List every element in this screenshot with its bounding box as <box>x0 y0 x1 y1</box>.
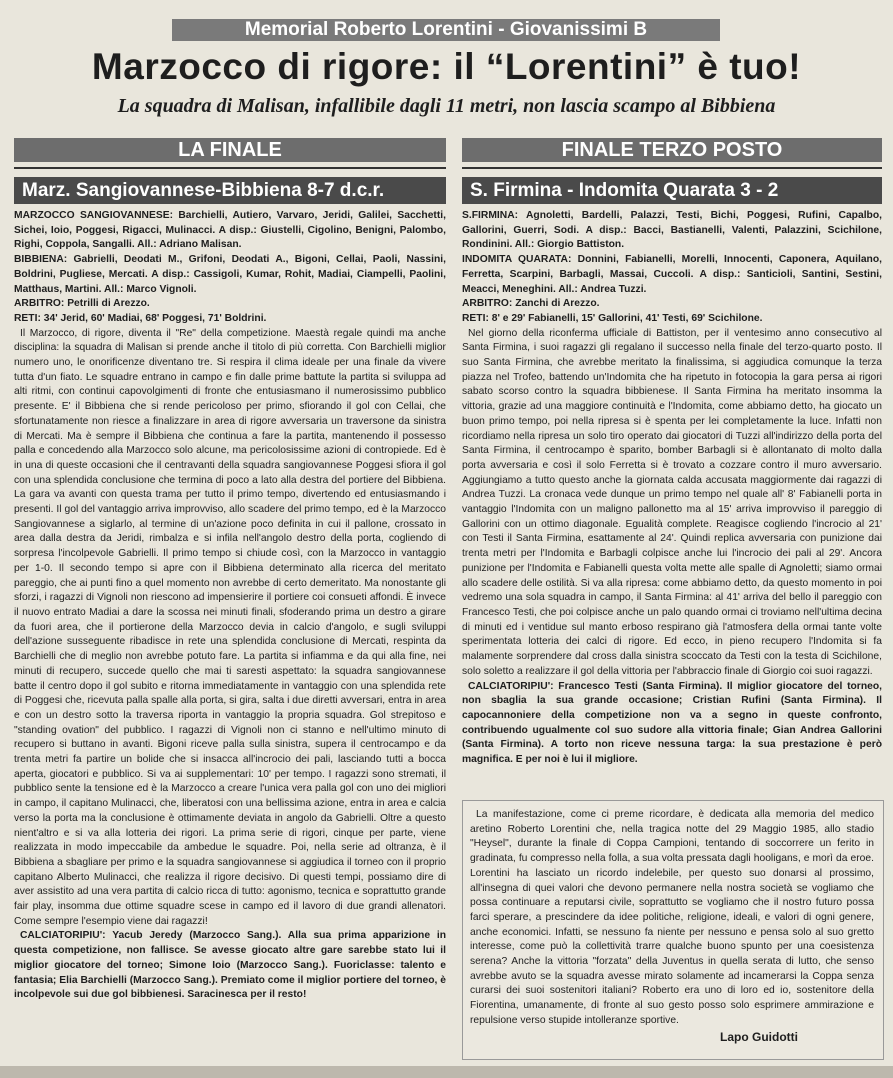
article-body: Il Marzocco, di rigore, diventa il "Re" della competizione. Maestà regale quindi ma anche disciplina: la squadra di Malisan si prende anche il titolo di più corretta. Con Barchielli miglior numero uno, le onorificenze diventano tre. Si respira il clima ideale per una finale da vivere tutta d'un fiato. Le squadre entrano in campo e fin dalle prime battute la partita si sviluppa ad alti ritmi, con continui capovolgimenti di fronte che entusiasmano il numerosissimo pubblico presente. E' il Bibbiena che si rende pericoloso per primo, sfiorando il gol con Cellai, che sfortunatamente non riesce a finalizzare in area di rigore avversaria un traversone da sinistra di Mercati. Ma è sempre il Bibbiena che continua a fare la partita, mantenendo il possesso palla e concedendo alla Marzocco solo alcune, ma pericolosissime azioni di contropiede. Ed è in una di queste occasioni che il centravanti della squadra sangiovannese Poggesi sfiora il gol con una splendida conclusione che termina di poco a lato alla destra del portiere del Bibbiena. La gara va avanti con questa trama per tutto il primo tempo, divertendo ed entusiasmando i presenti. Il gol del vantaggio arriva improvviso, allo scadere del primo tempo, ed è la Marzocco Sangiovannese a siglarlo, al termine di un'azione poco definita in cui il pallone, crossato in area dalla destra da Jeridi, rimbalza e si infila nell'angolo destro della porta, cogliendo di sorpresa l'incolpevole Gabrielli. Il primo tempo si chiude così, con la Marzocco in vantaggio per 1-0. Il secondo tempo si apre con il Bibbiena determinato alla ricerca del meritato pareggio, che ai punti fino a quel momento non avrebbe di certo demeritato. Ma nonostante gli sforzi, i ragazzi di Vignoli non riescono ad impensierire il portiere coi consueti affondi. È invece il nuovo entrato Madiai a dare la scossa nei minuti finali, sfoderando prima un destro a girare da fuori area, che il portierone della Marzocco devia in calcio d'angolo, e sugli sviluppi dell'azione susseguente ribadisce in rete una splendida conclusione di Mercati, respinta da Barchielli che di meglio non avrebbe potuto fare. La partita si infiamma e da qui alla fine, nei minuti di recupero, succede quello che mai ti saresti aspettato: la squadra sangiovannese batte il centro dopo il gol subito e ritorna immediatamente in vantaggio con una splendida rete di Poggesi che, ricevuta palla spalle alla porta, si gira, salta i due diretti avversari, entra in area e con un destro sotto la traversa riporta in vantaggio la propria squadra. Gol strepitoso e "standing ovation" del pubblico. I ragazzi di Vignoli non ci stanno e nell'ultimo minuto di recupero si buttano in avanti. Bigoni riceve palla sulla sinistra, supera il centrocampo e da trenta metri fa partire un bolide che si insacca all'incrocio dei pali, lasciando tutti a bocca aperta, giocatori e pubblico. Si va ai supplementari: 10' per tempo. I ragazzi sono stremati, il pubblico sente la tensione ed è la Marzocco a creare l'unica vera palla gol con uno dei migliori in campo, il capitano Mulinacci, che, liberatosi con una bellissima azione, entra in area e calcia verso la porta ma la conclusione è ottimamente deviata in angolo da Gabrielli. Oltre a questo nient'altro e si va alla lotteria dei rigori. La prima serie di rigori, cinque per parte, viene realizzata in modo impeccabile da ambedue le squadre. Poi, nella serie ad oltranza, è il Bibbiena a sbagliare per primo e la squadra sangiovannese si aggiudica il torneo con il proprio capitano Alberto Mulinacci, che realizza il rigore decisivo. Di questi tempi, possiamo dire di aver assistito ad una vera partita di calcio ricca di tutto: agonismo, tecnica e soprattutto grande fair play, insomma due ottime squadre scese in campo ed il lavoro di due grandi allenatori. Come sempre l'esempio viene dai ragazzi! <box>14 327 446 927</box>
subhead: La squadra di Malisan, infallibile dagli 11 metri, non lascia scampo al Bibbiena <box>117 95 776 117</box>
memorial-text-wrap <box>470 808 874 1026</box>
goals: RETI: 34' Jerid, 60' Madiai, 68' Poggesi, 71' Boldrini. <box>14 312 267 324</box>
referee: ARBITRO: Zanchi di Arezzo. <box>462 298 600 310</box>
article-final <box>14 209 446 1059</box>
best-players: CALCIATORIPIU': Yacub Jeredy (Marzocco Sang.). Alla sua prima apparizione in questa competizione, non fallisce. Se avesse giocato altre gare sarebbe stato lui il miglior giocatore del torneo; Simone Ioio (Marzocco Sang.). Fuoriclasse: talento e fantasia; Elia Barchielli (Marzocco Sang.). Premiato come il miglior portiere del torneo, è incolpevole sui due gol bibbienesi. Saracinesca per il resto! <box>14 930 446 1001</box>
divider <box>462 167 882 169</box>
headline: Marzocco di rigore: il “Lorentini” è tuo! <box>91 46 802 87</box>
referee: ARBITRO: Petrilli di Arezzo. <box>14 298 150 310</box>
article-third-place <box>462 209 882 789</box>
memorial-text: La manifestazione, come ci preme ricordare, è dedicata alla memoria del medico aretino Roberto Lorentini che, nella tragica notte del 29 Maggio 1985, allo stadio "Heysel", durante la finale di Coppa Campioni, tentando di soccorrere un ferito in gradinata, fu compresso nella folla, a sua volta pressata dagli hooligans, e morì da eroe. Lorentini ha lasciato un ricordo indelebile, per questo suo donarsi al prossimo, all'insegna di quei valori che devono permanere nella nostra società se vogliamo che possa continuare a reputarsi civile, soprattutto se vogliamo che il nostro futuro possa farci sperare, a prescindere da idee politiche, religione, ideali, e valori di ogni genere, anche economici. Infatti, se nessuno fa niente per nessuno e pensa solo al suo gretto interesse, come può la collettività trarre qualche buono spunto per una coesistenza serena? Anche la vittoria "forzata" della Juventus in quella serata di lutto, che senso avrebbe avuto se la squadra avesse mirato solamente ad incamerarsi la Coppa senza curarsi dei suoi sostenitori italiani? Roberto era uno di loro ed io, sostenitore della Fiorentina, umanamente, di fronte al suo gesto posso solo esprimere ammirazione e repulsione verso stupide intolleranze sportive. <box>470 809 874 1026</box>
lineup-away: INDOMITA QUARATA: Donnini, Fabianelli, Morelli, Innocenti, Caponera, Aquilano, Ferretta, Scarpini, Barbagli, Massai, Cuccoli. A disp.: Santicioli, Santini, Sestini, Meacci, Meneghini. All.: Andrea Tuzzi. <box>462 254 882 295</box>
author-signature: Lapo Guidotti <box>720 1030 798 1044</box>
page-bottom-edge <box>0 1066 893 1078</box>
lineup-home: S.FIRMINA: Agnoletti, Bardelli, Palazzi, Testi, Bichi, Poggesi, Rufini, Capalbo, Gallorini, Guerri, Sodi. A disp.: Bacci, Bastianelli, Valenti, Palazzini, Scichilone, Rondinini. All.: Giorgio Battiston. <box>462 210 882 251</box>
kicker: Memorial Roberto Lorentini - Giovanissimi B <box>172 19 720 41</box>
lineup-home: MARZOCCO SANGIOVANNESE: Barchielli, Autiero, Varvaro, Jeridi, Galilei, Sacchetti, Sichei, Ioio, Poggesi, Rigacci, Mulinacci. A disp.: Giustelli, Cigolino, Benigni, Palombo, Righi, Coppola, Sangalli. All.: Adriano Malisan. <box>14 210 446 251</box>
best-players: CALCIATORIPIU': Francesco Testi (Santa Firmina). Il miglior giocatore del torneo, non sbaglia la sua grande occasione; Cristian Rufini (Santa Firmina). Il capocannoniere della competizione non va a segno in queste confronto, contribuendo ugualmente col suo sudore alla vittoria finale; Gian Andrea Gallorini (Santa Firmina). A torto non riceve nessuna targa: la sua prestazione è però magnifica. E per noi è lui il migliore. <box>462 680 882 766</box>
lineup-away: BIBBIENA: Gabrielli, Deodati M., Grifoni, Deodati A., Bigoni, Cellai, Paoli, Nassini, Boldrini, Pugliese, Mercati. A disp.: Cassigoli, Kumar, Rohit, Madiai, Ciampelli, Paolini, Matthaus, Martini. All.: Marco Vignoli. <box>14 254 446 295</box>
section-la-finale: LA FINALE <box>14 138 446 162</box>
divider <box>14 167 446 169</box>
match-title-final: Marz. Sangiovannese-Bibbiena 8-7 d.c.r. <box>14 177 446 204</box>
article-body: Nel giorno della riconferma ufficiale di Battiston, per il ventesimo anno consecutivo al Santa Firmina, i suoi ragazzi gli regalano il successo nella finale del terzo-quarto posto. Il suo Santa Firmina, che avrebbe meritato la finalissima, si aggiudica comunque la terza piazza nel Trofeo, battendo un'Indomita che ha ripetuto in fotocopia la gara persa ai rigori sabato scorso contro la squadra bibbienese. Il Santa Firmina ha meritato insomma la vittoria, grazie ad una maggiore continuità e l'Indomita, come abbiamo detto, ha giocato un buon primo tempo, poi nella ripresa si è spenta per lei completamente la luce. Infatti non ricordiamo nella ripresa un solo tiro operato dai giocatori di Tuzzi all'indirizzo della porta del Santa Firmina, il centrocampo è sparito, bomber Barbagli si è allontanato di molto dalla porta avversaria e così il solo Ferretta si è trovato a cozzare contro il muro avversario. Aggiungiamo a tutto questo anche la giornata calda accusata maggiormente dai ragazzi di Andrea Tuzzi. La cronaca vede dunque un primo tempo nel quale all' 8' Fabianelli porta in vantaggio l'Indomita con un maligno pallonetto ma al 15' arriva improvviso il pareggio di Gallorini con un ottimo diagonale. Egualità complete. Reagisce cogliendo l'incrocio al 21' con Testi il Santa Firmina, esattamente al 24'. Quindi replica avversaria con punizione dai trenta metri per l'Indomita e Barbagli colpisce anche lui l'incrocio dei pali al 29'. Ancora punizione per l'Indomita e Fabianelli questa volta mette alle spalle di Agnoletti; siamo ormai allo scadere delle ostilità. Si va alla ripresa: come abbiamo detto, da questo momento in poi vedremo una sola squadra in campo, il Santa Firmina: al 41' arriva del bello il pareggio con Francesco Testi, che poi colpisce anche un palo quando ormai ci troviamo nell'ultima decina di minuti ed i ventidue sul manto erboso respirano già l'atmosfera della ormai tante volte sperimentata lotteria dei calci di rigore. Ed ecco, in pieno recupero l'Indomita si fa malamente sorprendere dal cross dalla sinistra scoccato da Testi con la testa di Scichilone, solo soletto a realizzare il gol della vittoria per l'abbraccio finale di Giorgio coi suoi ragazzi. <box>462 327 882 677</box>
section-finale-terzo-posto: FINALE TERZO POSTO <box>462 138 882 162</box>
match-title-third-place: S. Firmina - Indomita Quarata 3 - 2 <box>462 177 882 204</box>
goals: RETI: 8' e 29' Fabianelli, 15' Gallorini, 41' Testi, 69' Scichilone. <box>462 312 763 324</box>
